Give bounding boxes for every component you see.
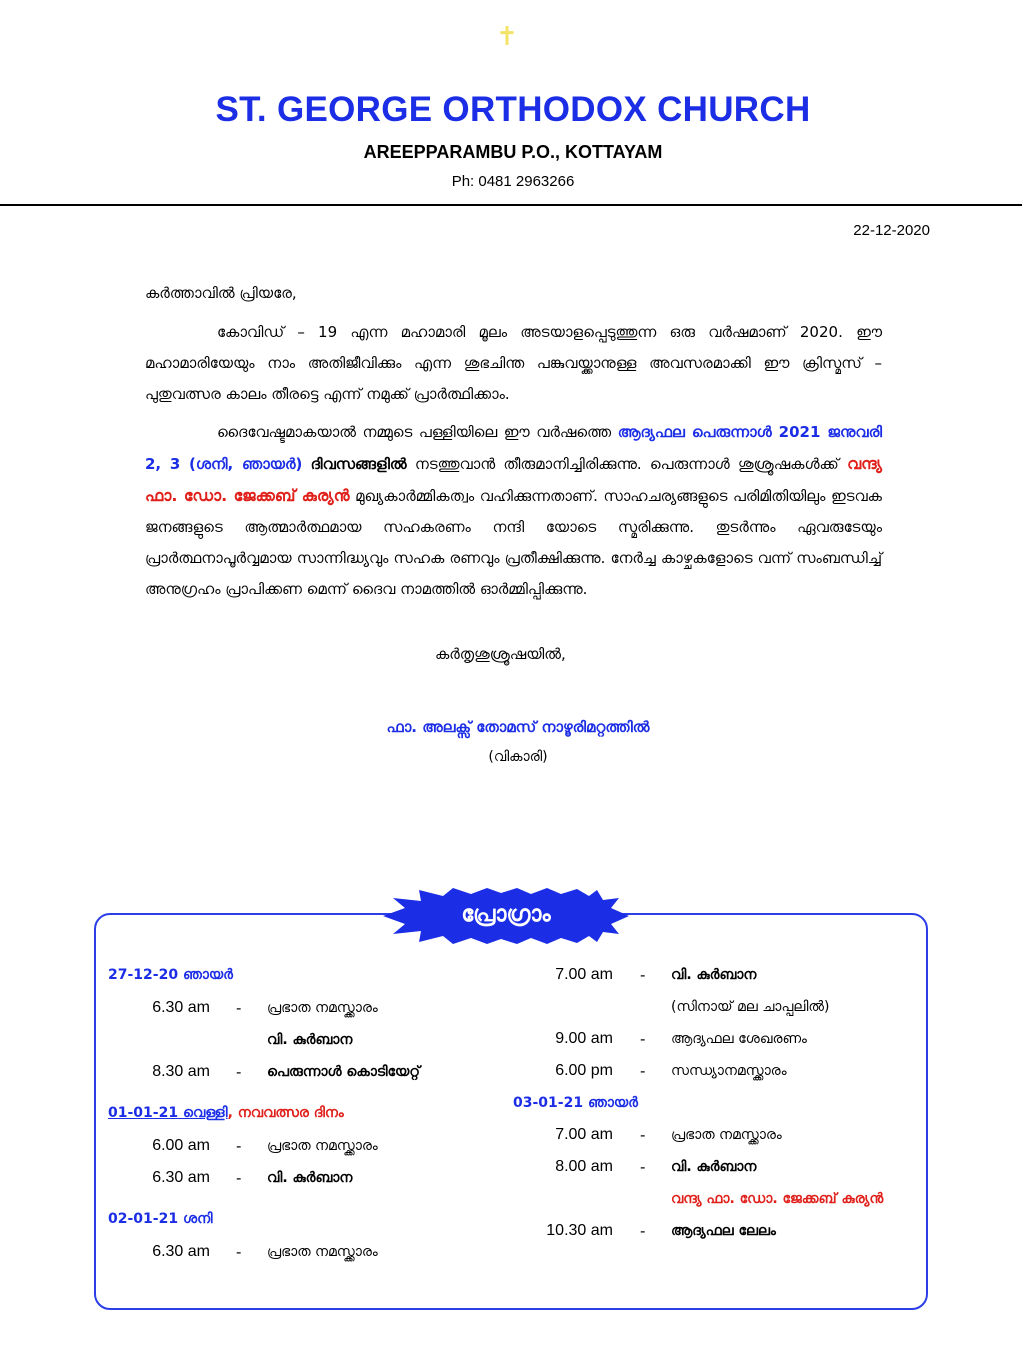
feast-highlight: ആദ്യഫല പെരുന്നാൾ 2021 ജനുവരി 2, 3 (ശനി, ഞായർ) (145, 423, 882, 473)
church-name: ST. GEORGE ORTHODOX CHURCH (215, 90, 811, 129)
dash: - (640, 1030, 646, 1048)
event-time: 6.30 am (152, 1243, 210, 1260)
event-name: വി. കുർബാന (671, 1159, 757, 1175)
dash: - (640, 1158, 646, 1176)
dash: - (640, 966, 646, 984)
event-time: 6.00 pm (555, 1062, 613, 1079)
dash: - (640, 1222, 646, 1240)
celebrant-name: വന്ദ്യ ഫാ. ഡോ. ജേക്കബ് കുര്യൻ (145, 454, 882, 505)
signer-name: ഫാ. അലക്സ് തോമസ് നാഴൂരിമറ്റത്തിൽ (386, 718, 650, 736)
dash: - (236, 1243, 242, 1261)
day-note: നവവത്സര ദിനം (237, 1105, 344, 1121)
event-name: വി. കുർബാന (267, 1032, 353, 1048)
day-heading-27-12-20: 27-12-20 ഞായർ (108, 967, 233, 983)
event-name: ആദ്യഫല ശേഖരണം (671, 1031, 807, 1047)
event-time: 7.00 am (555, 1126, 613, 1143)
paragraph-1-text: കോവിഡ് – 19 എന്ന മഹാമാരി മൂലം അടയാളപ്പെടുത്തുന്ന ഒരു വർഷമാണ് 2020. ഈ മഹാമാരിയേയും നാം അതിജീവിക്കും എന്ന ശുഭചിന്ത പങ്കുവയ്ക്കാനുള്ള അവസരമാക്കി ഈ ക്രിസ്മസ് – പുതുവത്സര കാലം തീരട്ടെ എന്ന് നമുക്ക് പ്രാർത്ഥിക്കാം. (145, 323, 882, 403)
paragraph-2-middle: നടത്തുവാൻ തീരുമാനിച്ചിരിക്കുന്നു. പെരുന്നാൾ ശുശ്രൂഷകൾക്ക് (414, 455, 839, 473)
feast-days: ദിവസങ്ങളിൽ (310, 455, 407, 473)
day-date: 01-01-21 വെള്ളി (108, 1105, 228, 1121)
dash: - (236, 1169, 242, 1187)
event-name: പെരുന്നാൾ കൊടിയേറ്റ് (267, 1064, 420, 1080)
event-name: പ്രഭാത നമസ്ക്കാരം (267, 1138, 378, 1154)
event-time: 7.00 am (555, 966, 613, 983)
dash: - (640, 1062, 646, 1080)
paragraph-2-end: മുഖ്യകാർമ്മികത്വം വഹിക്കുന്നതാണ്. സാഹചര്യങ്ങളുടെ പരിമിതിയിലും ഇടവക ജനങ്ങളുടെ ആത്മാർത്ഥമായ സഹകരണം നന്ദി യോടെ സ്മരിക്കുന്നു. തുടർന്നും ഏവരുടേയും പ്രാർത്ഥനാപൂർവ്വമായ സാന്നിദ്ധ്യവും സഹക രണവും പ്രതീക്ഷിക്കുന്നു. നേർച്ച കാഴ്ചകളോടെ വന്ന് സംബന്ധിച്ച് അനുഗ്രഹം പ്രാപിക്കണ മെന്ന് ദൈവ നാമത്തിൽ ഓർമ്മിപ്പിക്കുന്നു. (145, 487, 882, 598)
event-name: പ്രഭാത നമസ്ക്കാരം (267, 1000, 378, 1016)
day-heading-01-01-21 (108, 1103, 344, 1123)
event-time: 9.00 am (555, 1030, 613, 1047)
header-divider (0, 204, 1022, 206)
dash: - (640, 1126, 646, 1144)
event-name: വി. കുർബാന (671, 967, 757, 983)
day-separator: , (227, 1105, 233, 1121)
paragraph-1 (145, 317, 882, 410)
letter-date: 22-12-2020 (853, 222, 930, 239)
paragraph-2 (145, 417, 882, 605)
event-time: 6.30 am (152, 1169, 210, 1186)
event-name: സന്ധ്യാനമസ്ക്കാരം (671, 1063, 787, 1079)
event-name: പ്രഭാത നമസ്ക്കാരം (267, 1244, 378, 1260)
dash: - (236, 999, 242, 1017)
event-note: (സിനായ് മല ചാപ്പലിൽ) (671, 999, 830, 1015)
event-name: പ്രഭാത നമസ്ക്കാരം (671, 1127, 782, 1143)
event-time: 10.30 am (546, 1222, 613, 1239)
paragraph-2-intro: ദൈവേഷ്ടമാകയാൽ നമ്മുടെ പള്ളിയിലെ ഈ വർഷത്തെ (217, 423, 612, 441)
dash: - (236, 1063, 242, 1081)
closing: കർതൃശുശ്രൂഷയിൽ, (435, 645, 566, 663)
salutation: കർത്താവിൽ പ്രിയരേ, (145, 284, 297, 302)
signer-role: (വികാരി) (488, 749, 548, 765)
event-name: വി. കുർബാന (267, 1170, 353, 1186)
event-time: 8.00 am (555, 1158, 613, 1175)
church-phone: Ph: 0481 2963266 (451, 173, 575, 190)
event-time: 6.00 am (152, 1137, 210, 1154)
celebrant-note: വന്ദ്യ ഫാ. ഡോ. ജേക്കബ് കുര്യൻ (671, 1191, 884, 1207)
cross-icon: ✝ (496, 22, 518, 52)
event-name: ആദ്യഫല ലേലം (671, 1223, 776, 1239)
dash: - (236, 1137, 242, 1155)
day-heading-02-01-21: 02-01-21 ശനി (108, 1211, 213, 1227)
church-address: AREEPPARAMBU P.O., KOTTAYAM (363, 142, 663, 162)
event-time: 6.30 am (152, 999, 210, 1016)
day-heading-03-01-21: 03-01-21 ഞായർ (513, 1095, 638, 1111)
event-time: 8.30 am (152, 1063, 210, 1080)
program-title: പ്രോഗ്രാം (461, 902, 551, 927)
